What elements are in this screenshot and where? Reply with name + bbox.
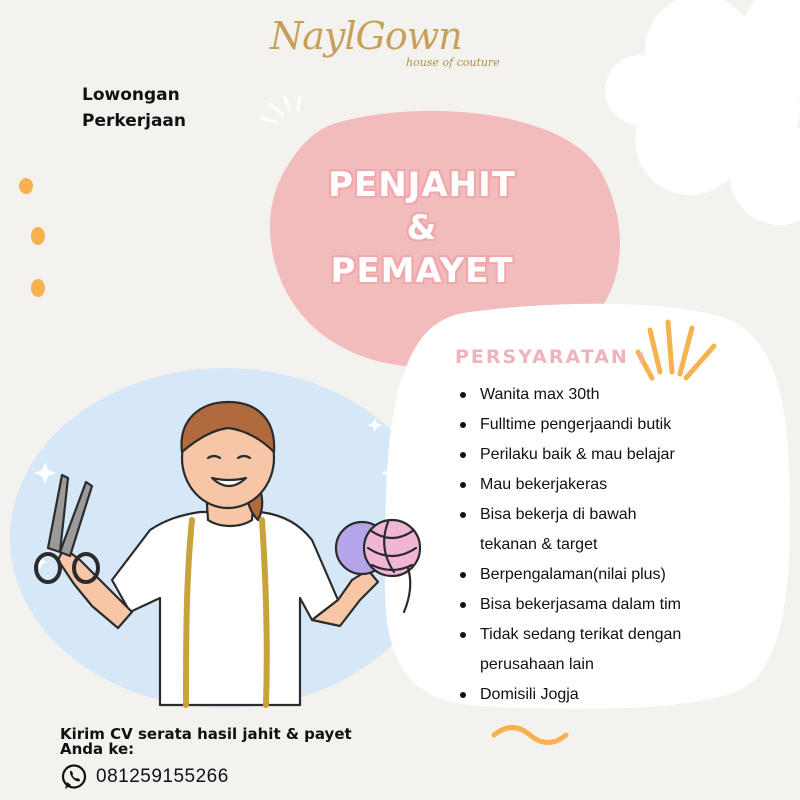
job-title	[292, 164, 552, 293]
job-title-line2: &	[406, 208, 438, 248]
requirement-item: Mau bekerjakeras	[460, 470, 760, 500]
brand-logo-main: NaylGown	[270, 14, 462, 58]
sparkle-lines-decoration	[262, 96, 300, 122]
white-flower-decoration	[605, 0, 800, 225]
send-cv-line2: Anda ke:	[60, 740, 135, 758]
requirement-item: Perilaku baik & mau belajar	[460, 440, 760, 470]
requirement-item: Domisili Jogja	[460, 680, 760, 710]
requirement-item: Bisa bekerja di bawah tekanan & target	[460, 500, 680, 560]
whatsapp-icon	[60, 763, 88, 791]
requirement-item: Wanita max 30th	[460, 380, 760, 410]
requirement-item: Fulltime pengerjaandi butik	[460, 410, 760, 440]
phone-number[interactable]: 081259155266	[96, 766, 229, 787]
requirements-heading: PERSYARATAN :	[455, 346, 648, 368]
requirements-list	[460, 380, 760, 710]
requirement-item: Bisa bekerjasama dalam tim	[460, 590, 760, 620]
job-vacancy-label-line2: Perkerjaan	[82, 111, 187, 131]
send-cv-line1: Kirim CV serata hasil jahit & payet	[60, 725, 352, 743]
job-title-line1: PENJAHIT	[328, 165, 516, 205]
job-vacancy-label	[82, 82, 262, 134]
job-title-line3: PEMAYET	[330, 251, 514, 291]
brand-logo-tagline: house of couture	[406, 56, 500, 69]
orange-dots-decoration	[19, 178, 45, 297]
whatsapp-contact[interactable]	[60, 762, 229, 792]
requirement-item: Tidak sedang terikat dengan perusahaan lain	[460, 620, 730, 680]
brand-logo	[270, 14, 510, 76]
send-cv-instruction	[60, 727, 400, 757]
requirement-item: Berpengalaman(nilai plus)	[460, 560, 760, 590]
orange-squiggle-decoration	[494, 728, 566, 743]
job-vacancy-label-line1: Lowongan	[82, 85, 180, 105]
